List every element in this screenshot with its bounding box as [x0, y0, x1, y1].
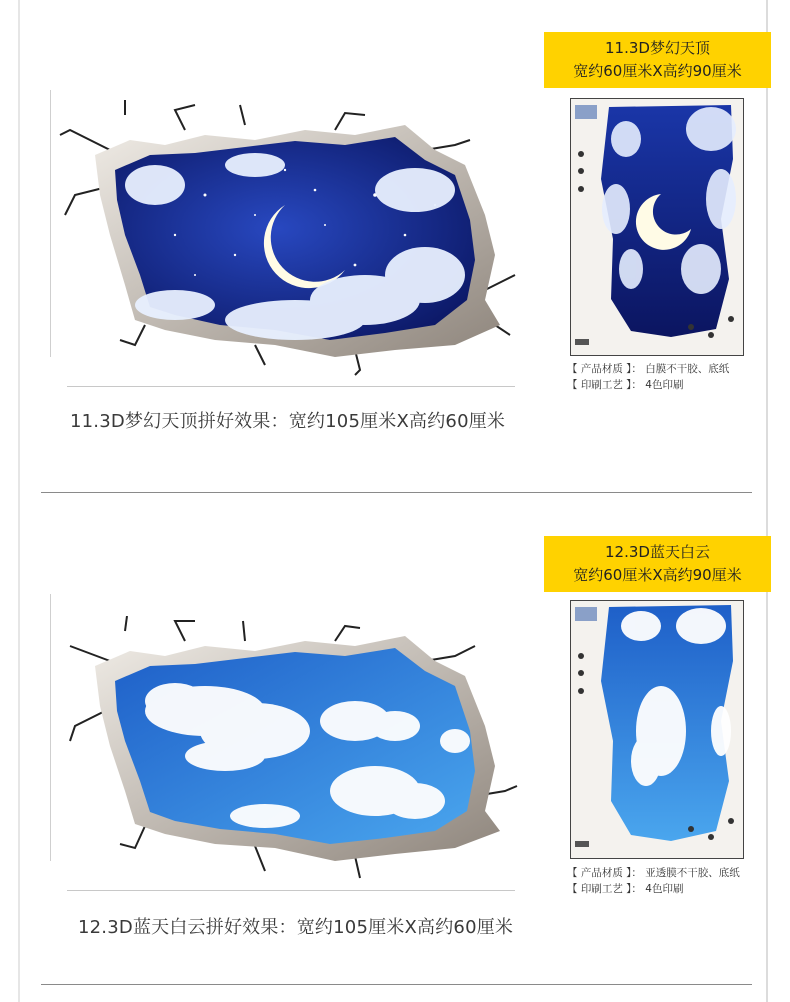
product-name: 11.3D梦幻天顶	[605, 39, 710, 57]
spec-material: 【 产品材质 】： 亚透膜不干胶、底纸	[567, 867, 740, 879]
product-sheet-thumbnail	[570, 98, 744, 356]
product-size: 宽约60厘米X高约90厘米	[573, 566, 742, 584]
product-section-day	[0, 504, 790, 1002]
product-label	[544, 32, 771, 88]
effect-caption: 11.3D梦幻天顶拼好效果：宽约105厘米X高约60厘米	[70, 411, 506, 432]
product-size: 宽约60厘米X高约90厘米	[573, 62, 742, 80]
assembled-effect-image	[55, 95, 525, 385]
spec-print: 【 印刷工艺 】： 4色印刷	[567, 379, 684, 391]
spec-print: 【 印刷工艺 】： 4色印刷	[567, 883, 684, 895]
product-name: 12.3D蓝天白云	[605, 543, 710, 561]
caption-rule	[67, 386, 515, 387]
image-side-rule	[50, 90, 51, 357]
product-specs	[567, 865, 740, 897]
product-section-night	[0, 0, 790, 500]
product-specs	[567, 361, 729, 393]
image-side-rule	[50, 594, 51, 861]
section-divider	[41, 492, 752, 493]
caption-rule	[67, 890, 515, 891]
product-sheet-thumbnail	[570, 600, 744, 859]
spec-material: 【 产品材质 】： 白膜不干胶、底纸	[567, 363, 730, 375]
product-label	[544, 536, 771, 592]
section-divider	[41, 984, 752, 985]
effect-caption: 12.3D蓝天白云拼好效果：宽约105厘米X高约60厘米	[78, 917, 514, 938]
assembled-effect-image	[55, 616, 525, 906]
